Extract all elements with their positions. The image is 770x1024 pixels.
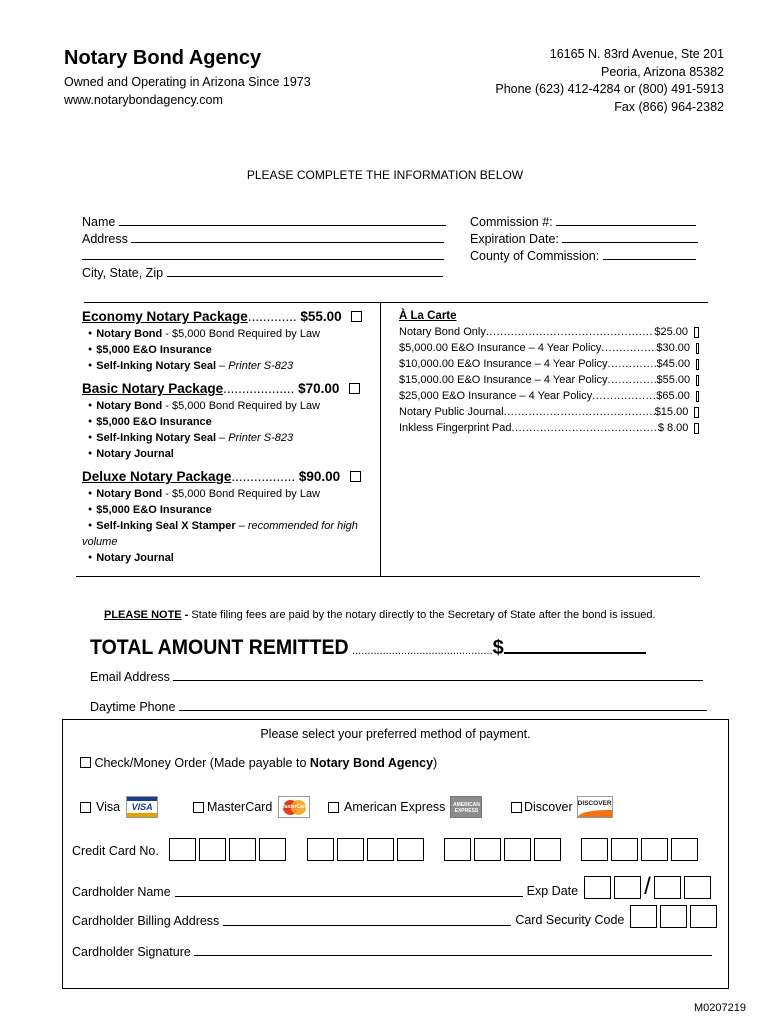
- expiration-field[interactable]: [562, 231, 698, 243]
- basic-package-checkbox[interactable]: [349, 383, 360, 394]
- list-item: ● $5,000 E&O Insurance: [82, 502, 376, 518]
- instructions-heading: PLEASE COMPLETE THE INFORMATION BELOW: [246, 168, 524, 182]
- list-item: ● Self-Inking Notary Seal – Printer S-823: [82, 358, 374, 374]
- agency-contact-block: [495, 46, 724, 116]
- amex-checkbox[interactable]: [328, 802, 339, 813]
- eo-10000-checkbox[interactable]: [696, 359, 699, 370]
- card-digit-box[interactable]: [671, 838, 698, 861]
- name-row: [82, 214, 446, 231]
- basic-price: $70.00: [298, 381, 340, 396]
- card-digit-box[interactable]: [534, 838, 561, 861]
- discover-checkbox[interactable]: [511, 802, 522, 813]
- daytime-phone-label: Daytime Phone: [90, 700, 176, 714]
- billing-address-label: Cardholder Billing Address: [72, 914, 220, 928]
- a-la-carte: [399, 308, 699, 436]
- basic-dots: ...................: [223, 381, 295, 396]
- cardholder-name-field[interactable]: [175, 885, 523, 897]
- check-money-order-checkbox[interactable]: [80, 757, 91, 768]
- card-option-mastercard: [193, 796, 310, 818]
- card-digit-box[interactable]: [367, 838, 394, 861]
- economy-dots: .............: [247, 309, 297, 324]
- signature-row: [72, 944, 712, 959]
- a-la-carte-item: $5,000.00 E&O Insurance – 4 Year Policy ..... $30.00: [399, 340, 699, 356]
- card-number-group-3: [444, 838, 561, 864]
- card-number-group-1: [169, 838, 286, 864]
- economy-package: [82, 308, 374, 374]
- amex-label: American Express: [344, 800, 446, 814]
- exp-year-box[interactable]: [654, 876, 681, 899]
- deluxe-package-checkbox[interactable]: [350, 471, 361, 482]
- security-code-label: Card Security Code: [515, 913, 625, 927]
- total-row: [90, 636, 646, 660]
- exp-year-box[interactable]: [684, 876, 711, 899]
- card-digit-box[interactable]: [444, 838, 471, 861]
- notary-journal-checkbox[interactable]: [694, 407, 699, 418]
- check-label: Check/Money Order (Made payable to: [94, 756, 310, 770]
- card-digit-box[interactable]: [307, 838, 334, 861]
- signature-field[interactable]: [194, 944, 712, 956]
- billing-row: [72, 905, 717, 928]
- list-item: ● Notary Bond - $5,000 Bond Required by Law: [82, 486, 376, 502]
- city-state-zip-field[interactable]: [167, 265, 443, 277]
- email-field[interactable]: [173, 669, 703, 681]
- expiration-row: [470, 231, 698, 248]
- list-item: ● Notary Journal: [82, 446, 374, 462]
- mastercard-logo-icon: MasterCard: [278, 796, 310, 818]
- address-line2-field[interactable]: [82, 248, 444, 260]
- a-la-carte-item: Notary Bond Only ..... $25.00: [399, 324, 699, 340]
- visa-checkbox[interactable]: [80, 802, 91, 813]
- county-row: [470, 248, 698, 265]
- agency-website: www.notarybondagency.com: [64, 93, 223, 107]
- billing-address-field[interactable]: [223, 914, 511, 926]
- security-code-box[interactable]: [630, 905, 657, 928]
- list-item: ● Self-Inking Seal X Stamper – recommended for high volume: [82, 518, 376, 550]
- exp-month-box[interactable]: [584, 876, 611, 899]
- address-line1: 16165 N. 83rd Avenue, Ste 201: [549, 47, 724, 61]
- eo-25000-checkbox[interactable]: [696, 391, 699, 402]
- mastercard-checkbox[interactable]: [193, 802, 204, 813]
- basic-items: [82, 398, 374, 462]
- agency-name: Notary Bond Agency: [64, 47, 262, 69]
- phone-number: Phone (623) 412-4284 or (800) 491-5913: [495, 82, 724, 96]
- daytime-phone-field[interactable]: [179, 699, 707, 711]
- exp-slash: /: [644, 873, 651, 900]
- email-label: Email Address: [90, 670, 170, 684]
- card-digit-box[interactable]: [169, 838, 196, 861]
- economy-package-checkbox[interactable]: [351, 311, 362, 322]
- card-number-label: Credit Card No.: [72, 844, 159, 858]
- security-code-box[interactable]: [690, 905, 717, 928]
- card-digit-box[interactable]: [611, 838, 638, 861]
- card-number-group-4: [581, 838, 698, 864]
- a-la-carte-item: Inkless Fingerprint Pad ..... $ 8.00: [399, 420, 699, 436]
- form-id: M0207219: [694, 1002, 746, 1014]
- deluxe-package-title: [82, 468, 376, 486]
- check-option: Check/Money Order (Made payable to Notary Bond Agency): [80, 756, 437, 770]
- total-dots: ..............................................: [352, 645, 493, 657]
- address-line2-row: [82, 248, 446, 265]
- list-item: ● Notary Bond - $5,000 Bond Required by Law: [82, 326, 374, 342]
- note-text: State filing fees are paid by the notary directly to the Secretary of State after the bond is issued.: [191, 609, 656, 621]
- county-field[interactable]: [603, 248, 696, 260]
- card-number-row: [72, 838, 698, 864]
- economy-items: [82, 326, 374, 374]
- city-label: City, State, Zip: [82, 266, 164, 280]
- expiration-label: Expiration Date:: [470, 232, 559, 246]
- commission-label: Commission #:: [470, 215, 553, 229]
- list-item: ● $5,000 E&O Insurance: [82, 342, 374, 358]
- basic-package: [82, 380, 374, 462]
- total-amount-field[interactable]: [504, 636, 646, 654]
- card-digit-box[interactable]: [259, 838, 286, 861]
- eo-5000-checkbox[interactable]: [696, 343, 699, 354]
- list-item: ● Self-Inking Notary Seal – Printer S-823: [82, 430, 374, 446]
- address-label: Address: [82, 232, 128, 246]
- economy-package-name: Economy Notary Package: [82, 309, 248, 324]
- payment-heading: Please select your preferred method of payment.: [260, 727, 531, 741]
- a-la-carte-item: $15,000.00 E&O Insurance – 4 Year Policy ..... $55.00: [399, 372, 699, 388]
- county-label: County of Commission:: [470, 249, 600, 263]
- applicant-right-fields: [470, 214, 698, 265]
- check-payee: Notary Bond Agency: [309, 756, 434, 770]
- total-currency: $: [492, 637, 504, 659]
- fax-number: Fax (866) 964-2382: [614, 99, 724, 114]
- exp-month-box[interactable]: [614, 876, 641, 899]
- total-label: TOTAL AMOUNT REMITTED: [90, 636, 349, 659]
- name-label: Name: [82, 215, 116, 229]
- card-digit-box[interactable]: [229, 838, 256, 861]
- address-field[interactable]: [131, 231, 444, 243]
- card-number-group-2: [307, 838, 424, 864]
- commission-field[interactable]: [556, 214, 696, 226]
- address-line2: Peoria, Arizona 85382: [600, 64, 724, 79]
- fingerprint-pad-checkbox[interactable]: [694, 423, 699, 434]
- address-row: [82, 231, 446, 248]
- city-row: [82, 265, 446, 282]
- list-item: ● Notary Journal: [82, 550, 376, 566]
- section-top-rule: [84, 302, 708, 303]
- a-la-carte-item: $10,000.00 E&O Insurance – 4 Year Policy ..... $45.00: [399, 356, 699, 372]
- applicant-left-fields: [82, 214, 446, 282]
- a-la-carte-item: $25,000 E&O Insurance – 4 Year Policy ..... $65.00: [399, 388, 699, 404]
- economy-package-title: [82, 308, 374, 326]
- card-digit-box[interactable]: [199, 838, 226, 861]
- basic-package-name: Basic Notary Package: [82, 381, 224, 396]
- amex-logo-icon: AMERICAN EXPRESS: [450, 796, 482, 818]
- cardholder-name-row: [72, 875, 711, 899]
- visa-label: Visa: [96, 800, 121, 814]
- eo-15000-checkbox[interactable]: [696, 375, 699, 386]
- discover-logo-icon: DISCOVER: [577, 796, 613, 818]
- exp-date-label: Exp Date: [526, 884, 579, 898]
- list-item: ● Notary Bond - $5,000 Bond Required by Law: [82, 398, 374, 414]
- note-label: PLEASE NOTE: [104, 609, 182, 621]
- notary-bond-only-checkbox[interactable]: [694, 327, 699, 338]
- deluxe-dots: .................: [231, 469, 296, 484]
- economy-price: $55.00: [300, 309, 342, 324]
- card-digit-box[interactable]: [581, 838, 608, 861]
- cardholder-name-label: Cardholder Name: [72, 885, 171, 899]
- list-item: ● $5,000 E&O Insurance: [82, 414, 374, 430]
- deluxe-package: [82, 468, 376, 566]
- card-option-visa: [80, 796, 158, 818]
- a-la-carte-title: À La Carte: [399, 310, 457, 322]
- deluxe-price: $90.00: [298, 469, 341, 484]
- basic-package-title: [82, 380, 374, 398]
- card-option-discover: [511, 796, 613, 818]
- deluxe-package-name: Deluxe Notary Package: [82, 469, 232, 484]
- mastercard-label: MasterCard: [207, 800, 273, 814]
- section-vertical-divider: [380, 302, 381, 576]
- card-option-amex: [328, 796, 482, 818]
- commission-row: [470, 214, 698, 231]
- card-digit-box[interactable]: [397, 838, 424, 861]
- please-note: PLEASE NOTE - State filing fees are paid by the notary directly to the Secretary of State after the bond is issued.: [104, 609, 656, 621]
- deluxe-items: [82, 486, 376, 566]
- card-digit-box[interactable]: [474, 838, 501, 861]
- name-field[interactable]: [119, 214, 446, 226]
- discover-label: Discover: [524, 800, 573, 814]
- a-la-carte-item: Notary Public Journal ..... $15.00: [399, 404, 699, 420]
- signature-label: Cardholder Signature: [72, 945, 191, 959]
- section-bottom-rule: [76, 576, 700, 577]
- visa-logo-icon: VISA: [126, 796, 158, 818]
- security-code-box[interactable]: [660, 905, 687, 928]
- agency-tagline: Owned and Operating in Arizona Since 1973: [64, 75, 311, 89]
- card-digit-box[interactable]: [504, 838, 531, 861]
- email-row: [90, 669, 703, 684]
- card-digit-box[interactable]: [641, 838, 668, 861]
- card-digit-box[interactable]: [337, 838, 364, 861]
- phone-row: [90, 699, 707, 714]
